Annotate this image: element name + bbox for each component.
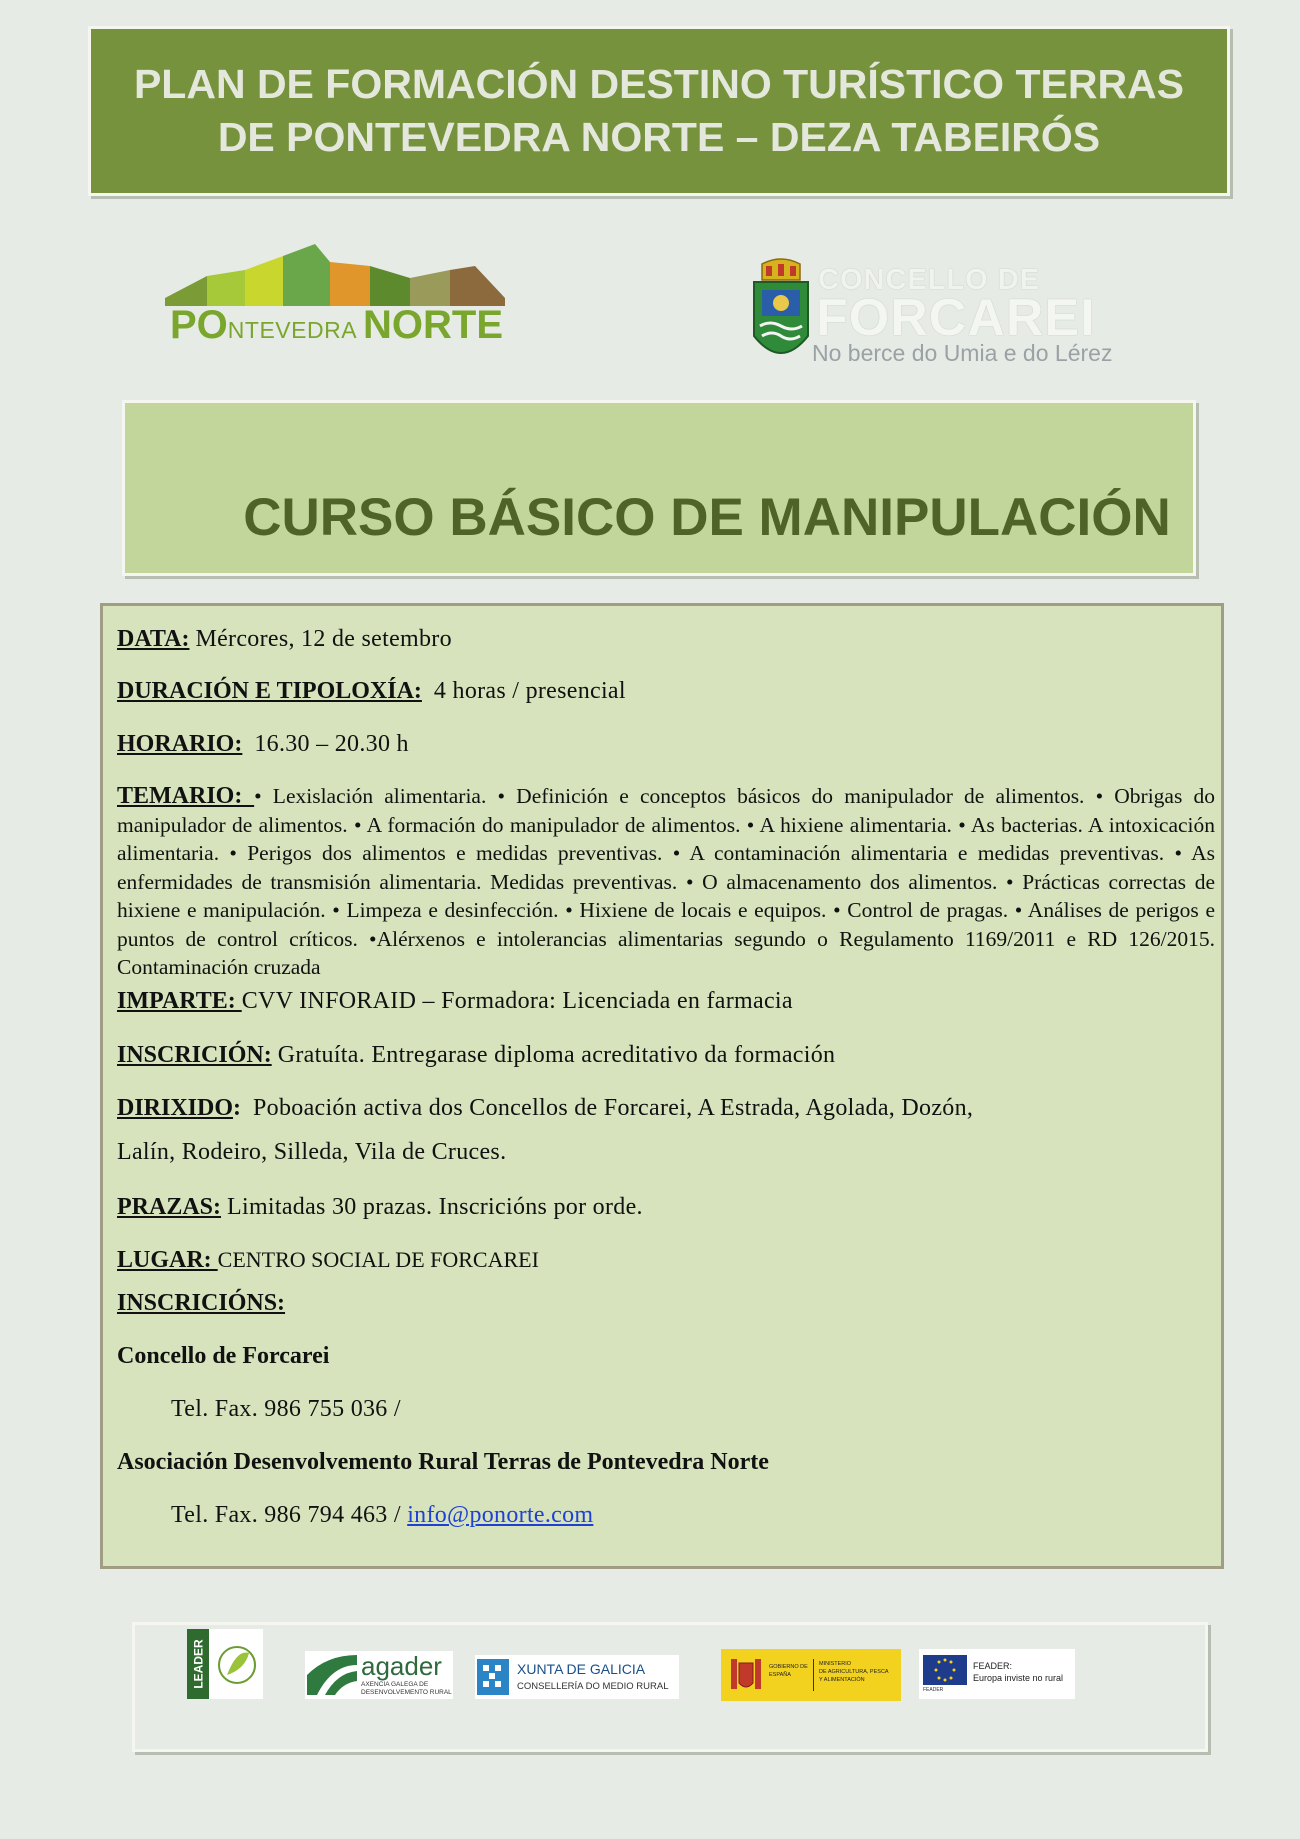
eu-flag-icon bbox=[923, 1655, 967, 1685]
registrations-heading: INSCRICIÓNS: bbox=[117, 1290, 286, 1316]
email-link[interactable]: info@ponorte.com bbox=[407, 1502, 594, 1528]
gobierno-espana-logo: GOBIERNO DE ESPAÑA MINISTERIO DE AGRICULTURA, PESCA Y ALIMENTACIÓN bbox=[721, 1649, 901, 1701]
instructor-row: IMPARTE: CVV INFORAID – Formadora: Licenciada en farmacia bbox=[117, 988, 793, 1014]
leader-logo: LEADER bbox=[187, 1629, 263, 1699]
forcarei-logo-line2: FORCAREI bbox=[816, 289, 1096, 347]
org2-phone: Tel. Fax. 986 794 463 / info@ponorte.com bbox=[171, 1502, 594, 1528]
forcarei-logo-line1: CONCELLO DE bbox=[818, 264, 1041, 296]
xunta-flag-icon bbox=[477, 1659, 509, 1695]
org1-phone: Tel. Fax. 986 755 036 / bbox=[171, 1396, 401, 1422]
pontevedra-norte-wordmark: PONTEVEDRA NORTE bbox=[170, 303, 504, 347]
course-title: CURSO BÁSICO DE MANIPULACIÓN bbox=[243, 488, 1171, 547]
forcarei-coat-of-arms-icon bbox=[748, 258, 814, 372]
schedule-row: HORARIO: 16.30 – 20.30 h bbox=[117, 731, 409, 757]
org1-name: Concello de Forcarei bbox=[117, 1343, 330, 1369]
duration-row: DURACIÓN E TIPOLOXÍA: 4 horas / presencial bbox=[117, 678, 626, 704]
date-row: DATA: Mércores, 12 de setembro bbox=[117, 626, 452, 652]
spain-coat-of-arms-icon bbox=[727, 1655, 765, 1695]
org2-name: Asociación Desenvolvemento Rural Terras de Pontevedra Norte bbox=[117, 1449, 769, 1475]
agader-emblem-icon bbox=[307, 1655, 357, 1695]
header-banner bbox=[88, 26, 1230, 196]
forcarei-logo-tagline: No berce do Umia e do Lérez bbox=[812, 340, 1113, 366]
agader-logo: agader AXENCIA GALEGA DE DESENVOLVEMENTO RURAL bbox=[305, 1651, 453, 1699]
audience-row-cont: Lalín, Rodeiro, Silleda, Vila de Cruces. bbox=[117, 1139, 507, 1165]
feader-logo: FEADER FEADER: Europa inviste no rural bbox=[919, 1649, 1075, 1699]
header-title: PLAN DE FORMACIÓN DESTINO TURÍSTICO TERRAS DE PONTEVEDRA NORTE – DEZA TABEIRÓS bbox=[133, 61, 1185, 160]
places-row: PRAZAS: Limitadas 30 prazas. Inscricións por orde. bbox=[117, 1194, 643, 1220]
location-row: LUGAR: CENTRO SOCIAL DE FORCAREI bbox=[117, 1247, 539, 1273]
audience-row: DIRIXIDO: Poboación activa dos Concellos de Forcarei, A Estrada, Agolada, Dozón, bbox=[117, 1095, 974, 1121]
syllabus-paragraph: TEMARIO: • Lexislación alimentaria. • Definición e conceptos básicos do manipulador de alimentos. • Obrigas do manipulador de alimentos. • A formación do manipulador de alimentos. • A hixiene alimentaria. • As bacterias. A intoxicación alimentaria. • Perigos dos alimentos e medidas preventivas. • A contaminación alimentaria e medidas preventivas. • As enfermidades de transmisión alimentaria. Medidas preventivas. • O almacenamento dos alimentos. • Prácticas correctas de hixiene e manipulación. • Limpeza e desinfección. • Hixiene de locais e equipos. • Control de pragas. • Análises de perigos e puntos de control críticos. •Alérxenos e intolerancias alimentarias segundo o Regulamento 1169/2011 e RD 126/2015. Contaminación cruzada bbox=[117, 783, 1215, 979]
registration-row: INSCRICIÓN: Gratuíta. Entregarase diploma acreditativo da formación bbox=[117, 1042, 836, 1068]
sponsor-logos-bar bbox=[132, 1622, 1208, 1752]
course-title-box bbox=[122, 400, 1196, 576]
xunta-logo: XUNTA DE GALICIA CONSELLERÍA DO MEDIO RURAL bbox=[475, 1655, 679, 1699]
course-info-box bbox=[100, 603, 1224, 1569]
leader-leaf-icon bbox=[215, 1639, 259, 1691]
